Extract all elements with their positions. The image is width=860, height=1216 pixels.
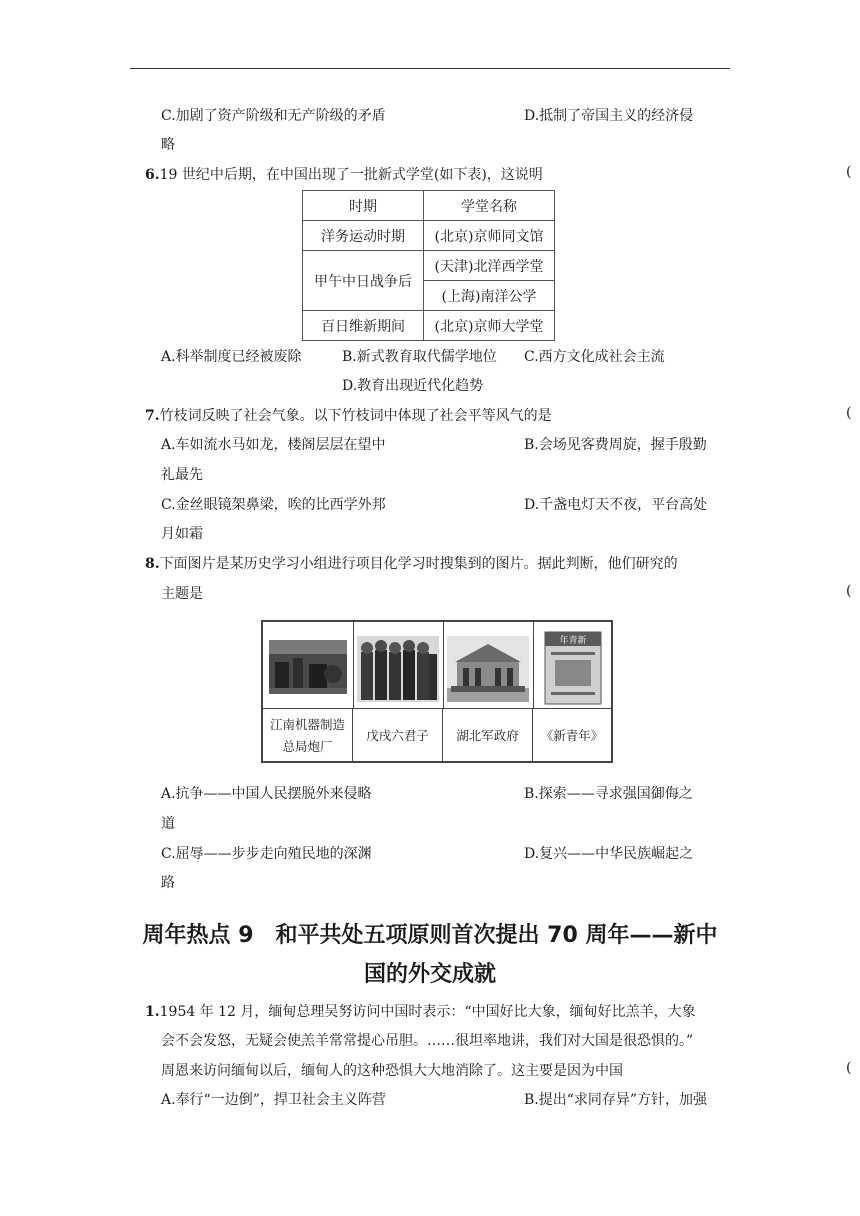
question-6-stem	[145, 164, 543, 184]
q8-answer-paren[interactable]: (	[846, 583, 852, 599]
table-row	[303, 221, 555, 251]
table-cell-school: (北京)京师大学堂	[424, 311, 555, 341]
arsenal-photo	[263, 622, 354, 708]
q6-option-a[interactable]: A.科举制度已经被废除	[161, 349, 302, 365]
q6-answer-paren[interactable]: (	[846, 164, 852, 180]
q5-option-c-continued: 略	[161, 137, 175, 153]
header-rule	[130, 68, 730, 69]
table-cell-school: (上海)南洋公学	[424, 281, 555, 311]
table-cell-period: 甲午中日战争后	[303, 251, 424, 311]
six-gentlemen-photo	[353, 622, 444, 708]
section-question-1-stem	[145, 1001, 696, 1021]
q6-option-c[interactable]: C.西方文化成社会主流	[524, 349, 665, 365]
question-6-text: 19 世纪中后期，在中国出现了一批新式学堂(如下表)，这说明	[159, 167, 543, 183]
question-6-number: 6.	[145, 167, 160, 183]
q7-answer-paren[interactable]: (	[846, 405, 852, 421]
table-header: 时期	[303, 191, 424, 221]
table-row	[303, 311, 555, 341]
q8-option-c[interactable]: C.屈辱——步步走向殖民地的深渊	[161, 846, 372, 862]
history-photos-figure	[261, 620, 613, 763]
question-7-text: 竹枝词反映了社会气象。以下竹枝词中体现了社会平等风气的是	[159, 408, 552, 424]
q7-option-b[interactable]: B.会场见客费周旋，握手殷勤	[524, 437, 707, 453]
s1-answer-paren[interactable]: (	[846, 1060, 852, 1076]
table-header-row	[303, 191, 555, 221]
question-7-number: 7.	[145, 408, 160, 424]
table-cell-period: 百日维新期间	[303, 311, 424, 341]
q8-option-b[interactable]: B.探索——寻求强国御侮之	[524, 786, 693, 802]
caption-six-gentlemen: 戊戌六君子	[353, 709, 443, 762]
table-header: 学堂名称	[424, 191, 555, 221]
q6-option-b[interactable]: B.新式教育取代儒学地位	[342, 349, 497, 365]
q5-option-d[interactable]: D.抵制了帝国主义的经济侵	[524, 108, 694, 124]
table-cell-school: (北京)京师同文馆	[424, 221, 555, 251]
q7-option-a[interactable]: A.车如流水马如龙，楼阁层层在望中	[161, 437, 386, 453]
table-row	[303, 251, 555, 281]
question-8-text-continued: 主题是	[161, 586, 203, 602]
q8-option-b-continued: 道	[161, 816, 175, 832]
section-question-1-text: 1954 年 12 月，缅甸总理吴努访问中国时表示：“中国好比大象，缅甸好比羔羊，大象	[159, 1004, 696, 1020]
caption-arsenal: 江南机器制造总局炮厂	[263, 709, 353, 762]
question-7-stem	[145, 405, 552, 425]
table-cell-period: 洋务运动时期	[303, 221, 424, 251]
section-heading-continued: 国的外交成就	[363, 962, 496, 987]
q6-option-d[interactable]: D.教育出现近代化趋势	[342, 378, 484, 394]
q5-option-c[interactable]: C.加剧了资产阶级和无产阶级的矛盾	[161, 108, 386, 124]
s1-option-b[interactable]: B.提出“求同存异”方针，加强	[524, 1092, 708, 1108]
section-heading: 周年热点 9 和平共处五项原则首次提出 70 周年——新中	[142, 923, 718, 948]
question-8-text: 下面图片是某历史学习小组进行项目化学习时搜集到的图片。据此判断，他们研究的	[159, 556, 678, 572]
q7-option-c[interactable]: C.金丝眼镜架鼻梁，唉的比西学外邦	[161, 497, 386, 513]
q8-option-d[interactable]: D.复兴——中华民族崛起之	[524, 846, 694, 862]
schools-table	[302, 190, 555, 341]
q7-option-d-continued: 月如霜	[161, 526, 203, 542]
magazine-title: 年青新	[559, 636, 587, 646]
military-government-photo	[443, 622, 534, 708]
figure-captions	[263, 708, 611, 762]
q8-option-d-continued: 路	[161, 875, 175, 891]
q7-option-d[interactable]: D.千盏电灯天不夜，平台高处	[524, 497, 708, 513]
section-question-1-number: 1.	[145, 1004, 160, 1020]
section-question-1-text-line3: 周恩来访问缅甸以后，缅甸人的这种恐惧大大地消除了。这主要是因为中国	[161, 1063, 623, 1079]
question-8-number: 8.	[145, 556, 160, 572]
table-cell-school: (天津)北洋西学堂	[424, 251, 555, 281]
new-youth-magazine-photo	[533, 622, 613, 708]
section-question-1-text-line2: 会不会发怒，无疑会使羔羊常常提心吊胆。……很坦率地讲，我们对大国是很恐惧的。”	[161, 1033, 694, 1049]
question-8-stem	[145, 553, 678, 573]
q8-option-a[interactable]: A.抗争——中国人民摆脱外来侵略	[161, 786, 372, 802]
q7-option-b-continued: 礼最先	[161, 467, 203, 483]
caption-new-youth: 《新青年》	[540, 727, 604, 743]
s1-option-a[interactable]: A.奉行“一边倒”，捍卫社会主义阵营	[161, 1092, 386, 1108]
caption-military-government: 湖北军政府	[443, 709, 533, 762]
